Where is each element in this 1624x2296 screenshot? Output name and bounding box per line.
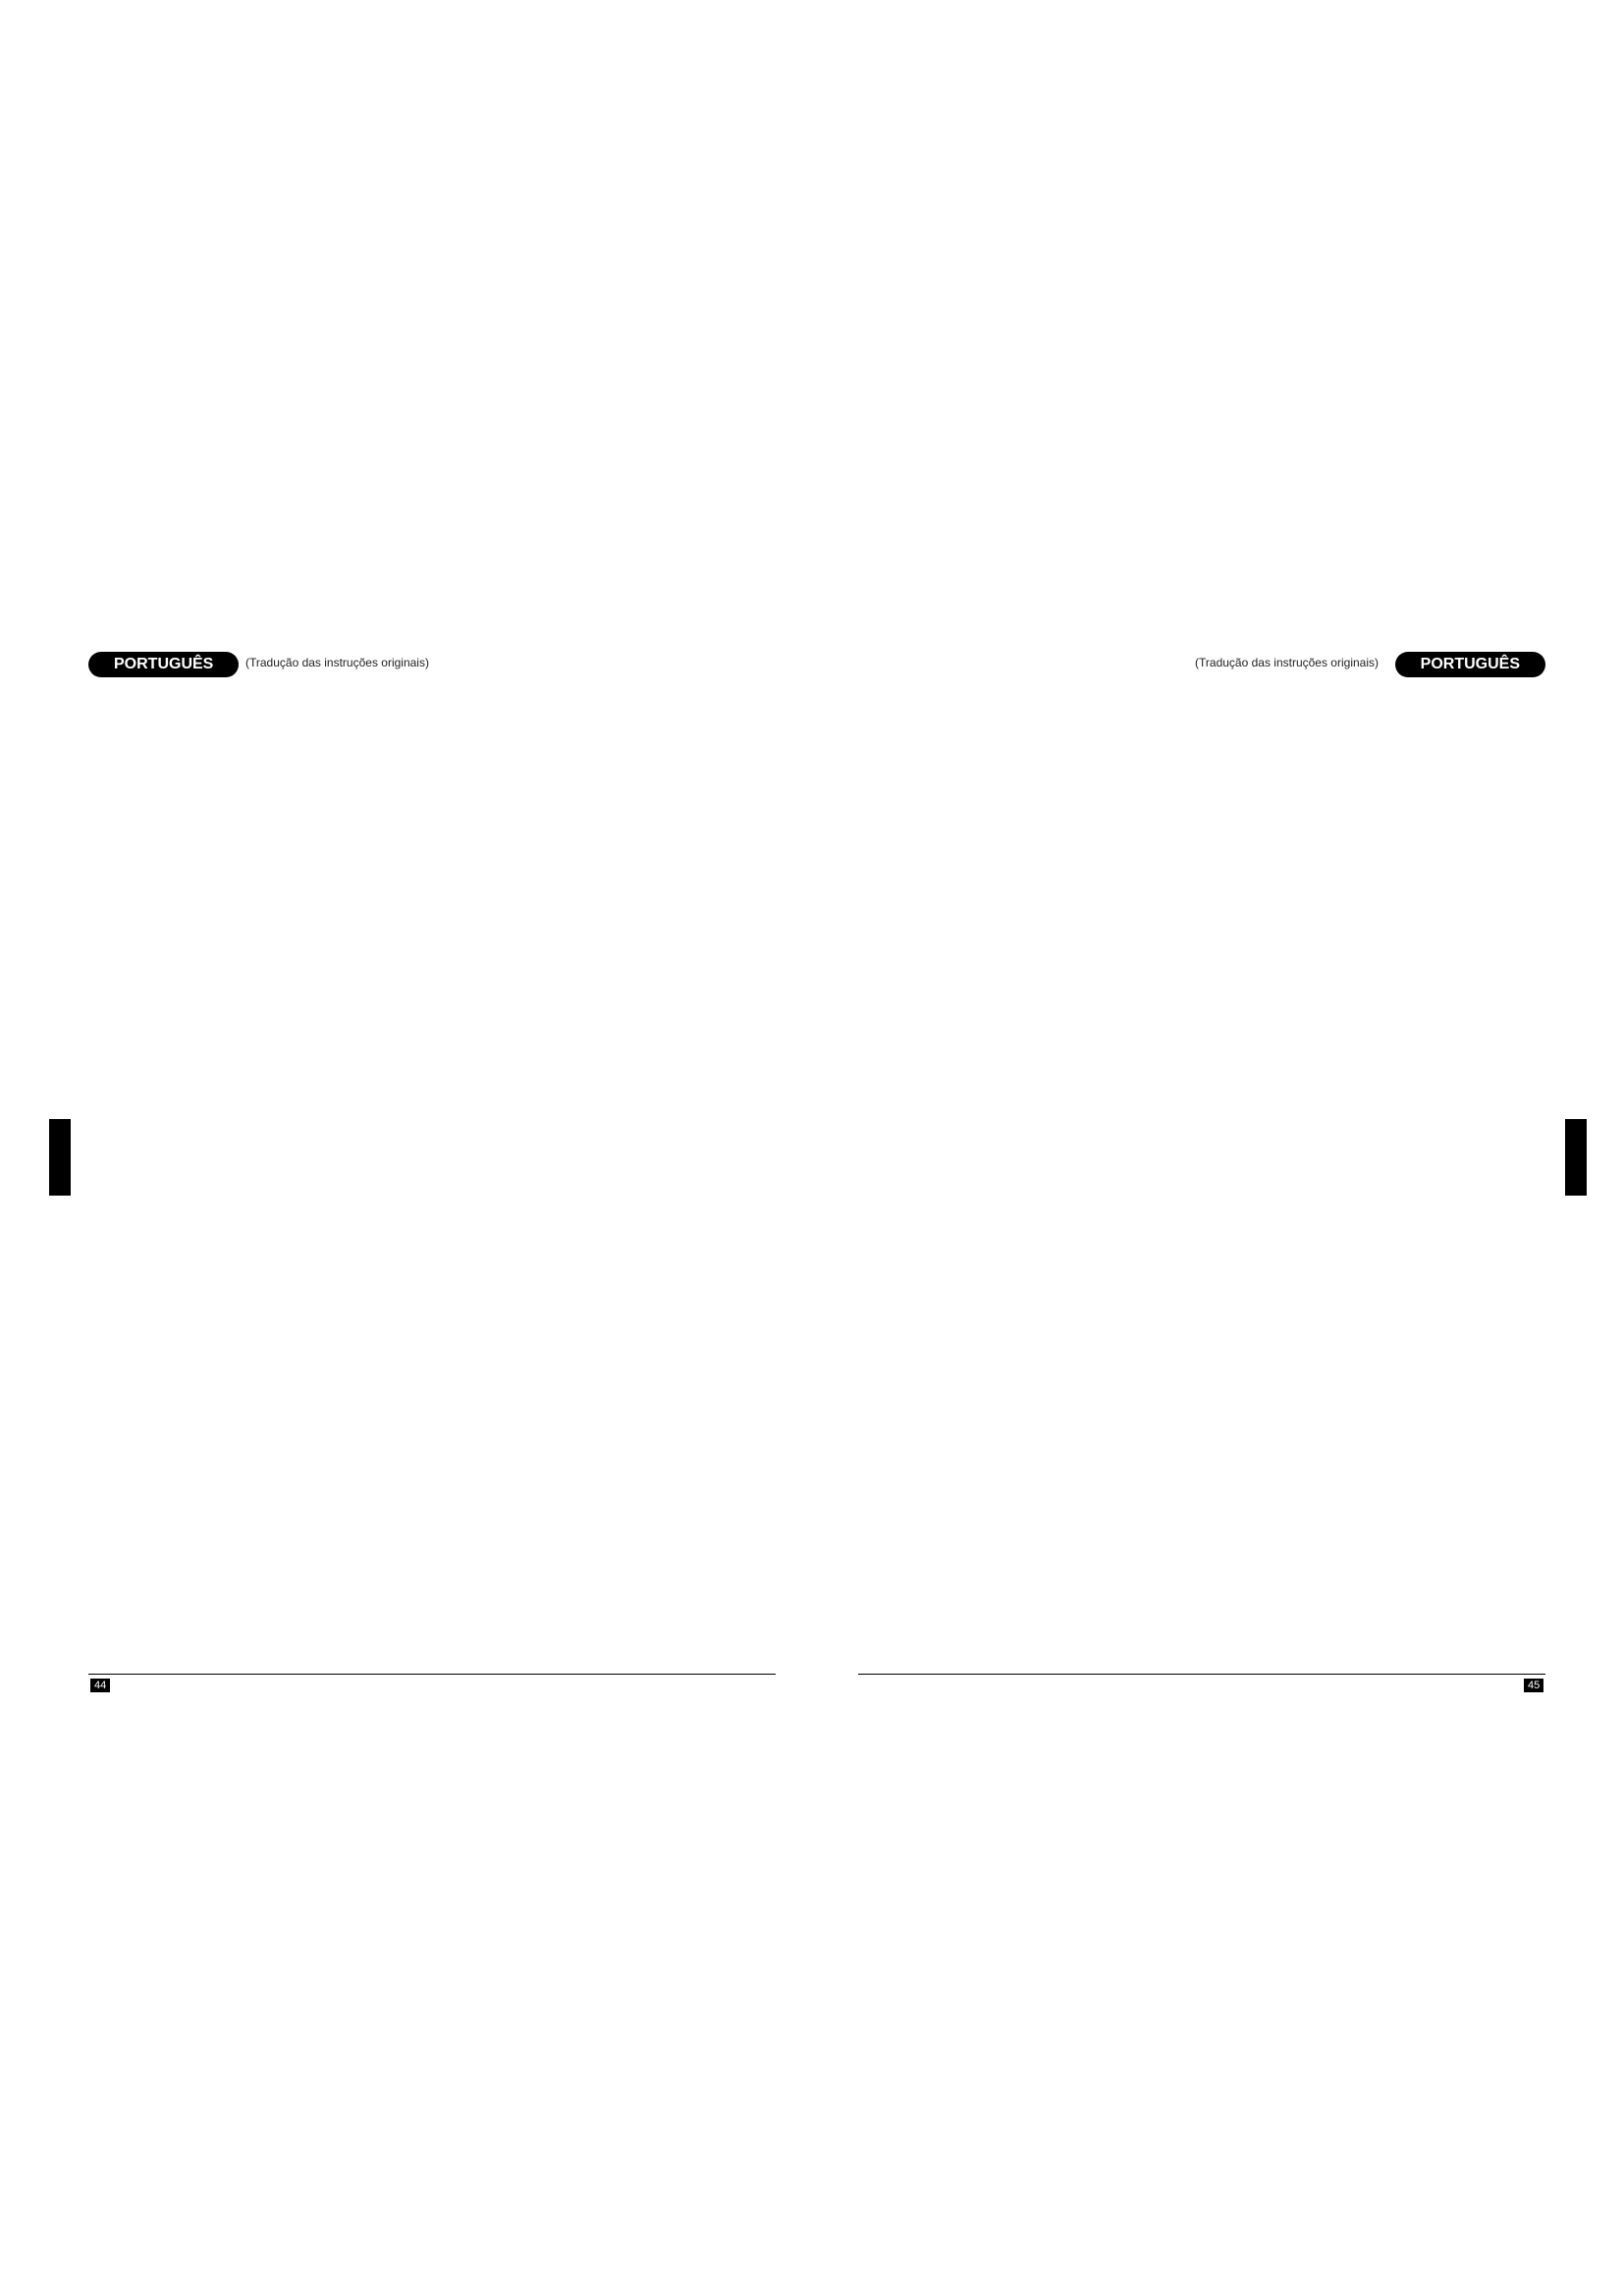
page-number: 45	[1524, 1679, 1543, 1692]
page-right	[858, 638, 1545, 1188]
page-left	[88, 638, 778, 1188]
language-badge: PORTUGUÊS	[1395, 652, 1545, 677]
page-number: 44	[90, 1679, 110, 1692]
section-tab	[49, 1119, 71, 1196]
page-subtitle: (Tradução das instruções originais)	[1195, 656, 1379, 669]
language-badge: PORTUGUÊS	[88, 652, 239, 677]
section-tab	[1565, 1119, 1587, 1196]
page-subtitle: (Tradução das instruções originais)	[245, 656, 429, 669]
footer-rule	[858, 1674, 1545, 1675]
footer-rule	[88, 1674, 776, 1675]
